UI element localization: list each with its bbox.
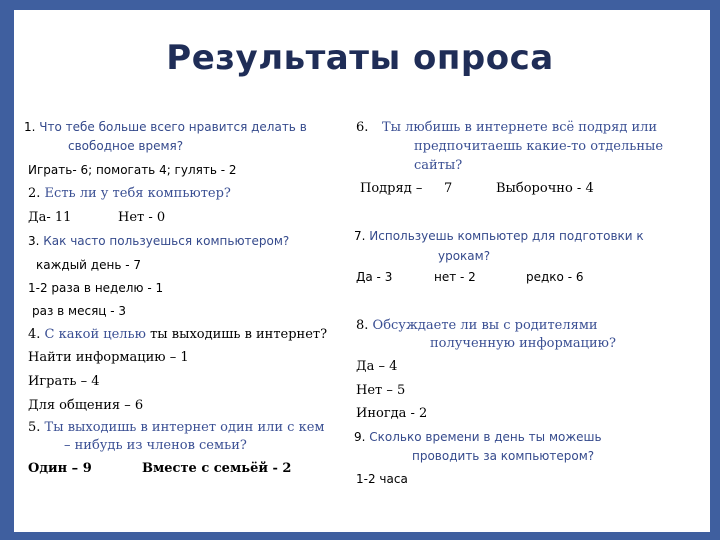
q1-text-cont: свободное время?: [68, 139, 184, 153]
q8-answer-yes: Да – 4: [356, 359, 398, 374]
q8-answer-no: Нет – 5: [356, 383, 406, 398]
q6-text-cont: предпочитаешь какие-то отдельные: [414, 139, 664, 154]
q6-text-cont2: сайты?: [414, 158, 463, 173]
question-7: [354, 229, 644, 243]
q4-answer-social: Для общения – 6: [28, 398, 144, 413]
q4-text: ты выходишь в интернет?: [150, 327, 328, 342]
q5-answer-alone: Один – 9: [28, 461, 92, 476]
q4-number: 4.: [28, 327, 41, 342]
q2-number: 2.: [28, 186, 41, 201]
q1-text: Что тебе больше всего нравится делать в: [39, 120, 307, 134]
question-5: [28, 420, 325, 435]
q9-text-cont: проводить за компьютером?: [412, 449, 595, 463]
q3-answer-monthly: раз в месяц - 3: [32, 304, 127, 318]
q2-answer-no: Нет - 0: [118, 210, 166, 225]
q8-text: Обсуждаете ли вы с родителями: [372, 318, 598, 333]
question-9: [354, 430, 602, 444]
q7-number: 7.: [354, 229, 366, 243]
q4-answer-play: Играть – 4: [28, 374, 100, 389]
q6-answer-all: Подряд –: [360, 181, 423, 196]
slide-title: Результаты опроса: [166, 38, 554, 78]
q5-text-cont: – нибудь из членов семьи?: [64, 438, 247, 453]
q3-text: Как часто пользуешься компьютером?: [43, 234, 290, 248]
q4-text-highlight: С какой целью: [44, 327, 146, 342]
q5-text: Ты выходишь в интернет один или с кем: [44, 420, 325, 435]
q3-answer-daily: каждый день - 7: [36, 258, 141, 272]
q5-answer-family: Вместе с семьёй - 2: [142, 461, 292, 476]
q6-answer-all-value: 7: [444, 181, 453, 196]
q8-number: 8.: [356, 318, 369, 333]
q9-text: Сколько времени в день ты можешь: [369, 430, 602, 444]
q1-answer: Играть- 6; помогать 4; гулять - 2: [28, 163, 237, 177]
q9-answer: 1-2 часа: [356, 472, 408, 486]
question-2: [28, 186, 231, 201]
q3-number: 3.: [28, 234, 40, 248]
question-3: [28, 234, 289, 248]
question-4: [28, 327, 327, 342]
q7-text-cont: урокам?: [438, 249, 491, 263]
q5-number: 5.: [28, 420, 41, 435]
q1-number: 1.: [24, 120, 36, 134]
q4-answer-info: Найти информацию – 1: [28, 350, 189, 365]
q8-text-cont: полученную информацию?: [430, 336, 616, 351]
q3-answer-weekly: 1-2 раза в неделю - 1: [28, 281, 164, 295]
question-1: [24, 120, 307, 134]
q6-text: Ты любишь в интернете всё подряд или: [382, 120, 658, 135]
q6-answer-selective: Выборочно - 4: [496, 181, 594, 196]
q7-text: Используешь компьютер для подготовки к: [369, 229, 644, 243]
q6-number: 6.: [356, 120, 369, 135]
q8-answer-sometimes: Иногда - 2: [356, 406, 428, 421]
q9-number: 9.: [354, 430, 366, 444]
q2-answer-yes: Да- 11: [28, 210, 72, 225]
question-8: [356, 318, 598, 333]
q2-text: Есть ли у тебя компьютер?: [44, 186, 231, 201]
q7-answer-rare: редко - 6: [526, 270, 584, 284]
q7-answer-no: нет - 2: [434, 270, 476, 284]
q7-answer-yes: Да - 3: [356, 270, 393, 284]
